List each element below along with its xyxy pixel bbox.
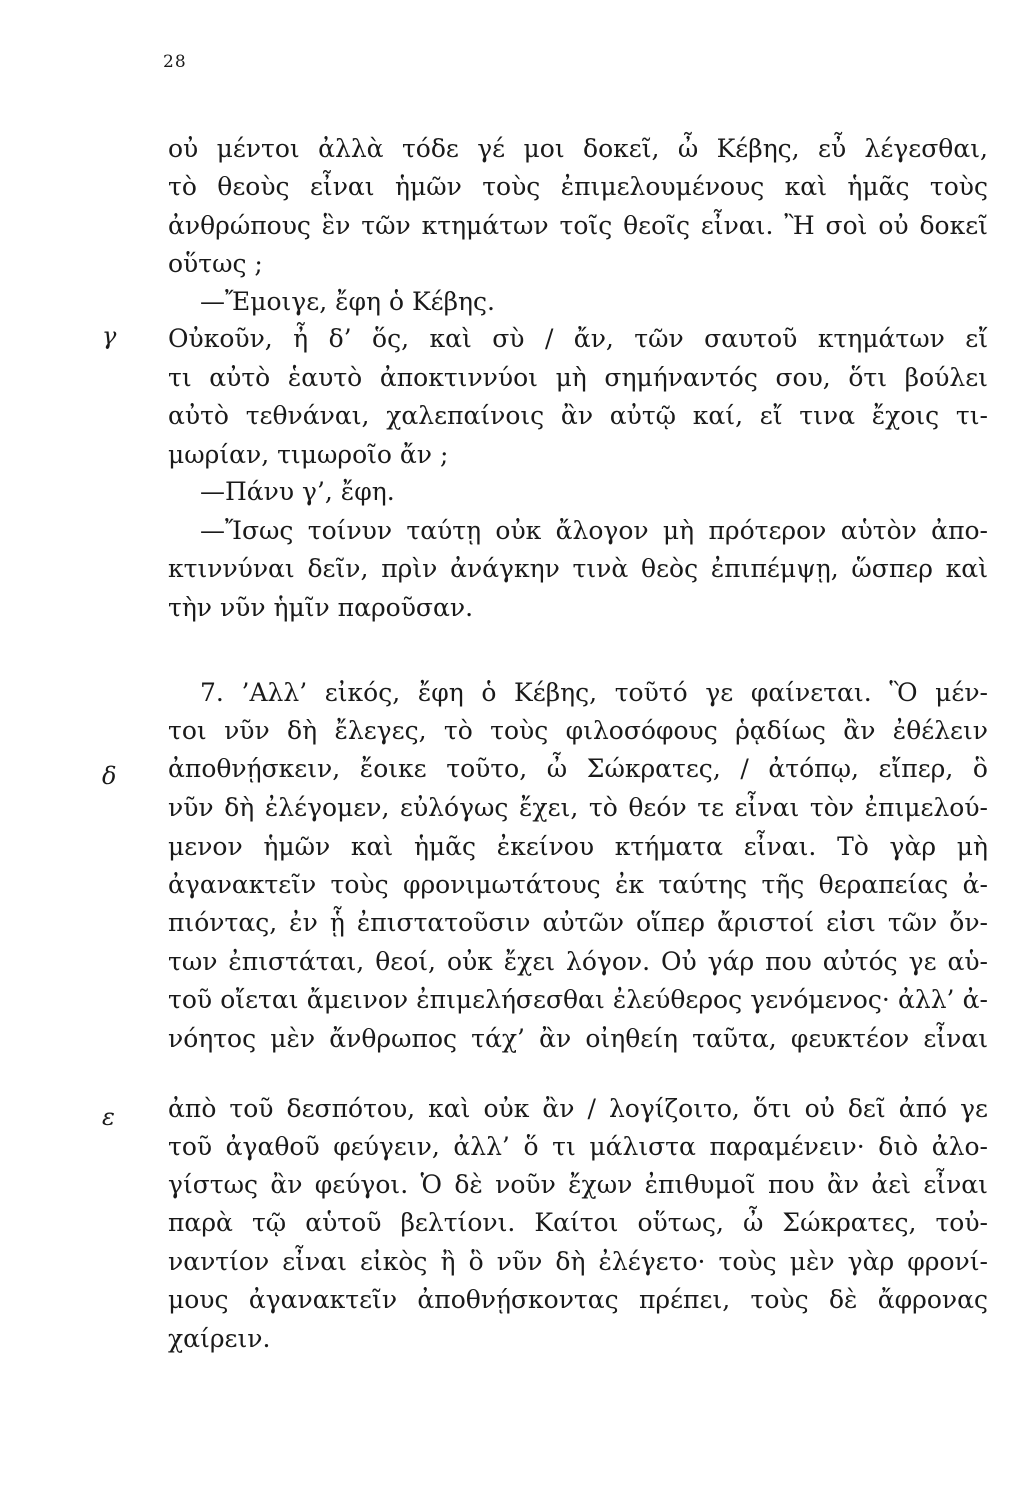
text-line: πιόντας, ἐν ᾗ ἐπιστατοῦσιν αὐτῶν οἵπερ ἄριστοί εἰσι τῶν ὄν- [168,908,988,937]
text-line: τοι νῦν δὴ ἔλεγες, τὸ τοὺς φιλοσόφους ῥᾳδίως ἂν ἐθέλειν [168,716,988,745]
text-line: νόητος μὲν ἄνθρωπος τάχ’ ἂν οἰηθείη ταῦτα, φευκτέον εἶναι [168,1024,988,1053]
text-line: τι αὐτὸ ἑαυτὸ ἀποκτιννύοι μὴ σημήναντός σου, ὅτι βούλει [168,363,988,392]
text-line: μωρίαν, τιμωροῖο ἄν ; [168,440,449,469]
text-line: —Πάνυ γ’, ἔφη. [200,477,395,506]
text-line: ἀγανακτεῖν τοὺς φρονιμωτάτους ἐκ ταύτης τῆς θεραπείας ἀ- [168,870,988,899]
margin-letter-delta: δ [102,762,117,790]
text-line: —Ἴσως τοίνυν ταύτῃ οὐκ ἄλογον μὴ πρότερον αὑτὸν ἀπο- [200,516,988,545]
text-line: ναντίον εἶναι εἰκὸς ἢ ὃ νῦν δὴ ἐλέγετο· τοὺς μὲν γὰρ φρονί- [168,1247,988,1276]
text-line: —Ἔμοιγε, ἔφη ὁ Κέβης. [200,287,495,316]
text-line: τοῦ οἴεται ἄμεινον ἐπιμελήσεσθαι ἐλεύθερος γενόμενος· ἀλλ’ ἀ- [168,985,988,1014]
text-line: ἀποθνῄσκειν, ἔοικε τοῦτο, ὦ Σώκρατες, / ἀτόπῳ, εἴπερ, ὃ [168,754,988,783]
text-line: κτιννύναι δεῖν, πρὶν ἀνάγκην τινὰ θεὸς ἐπιπέμψῃ, ὥσπερ καὶ [168,554,988,583]
text-line: ἀνθρώπους ἓν τῶν κτημάτων τοῖς θεοῖς εἶναι. Ἢ σοὶ οὐ δοκεῖ [168,211,988,240]
text-line: μενον ἡμῶν καὶ ἡμᾶς ἐκείνου κτήματα εἶναι. Τὸ γὰρ μὴ [168,832,988,861]
text-line: 7. ’Αλλ’ εἰκός, ἔφη ὁ Κέβης, τοῦτό γε φαίνεται. Ὃ μέν- [200,678,988,707]
text-line: των ἐπιστάται, θεοί, οὐκ ἔχει λόγον. Οὐ γάρ που αὐτός γε αὑ- [168,947,988,976]
text-line: μους ἀγανακτεῖν ἀποθνῄσκοντας πρέπει, τοὺς δὲ ἄφρονας [168,1285,988,1314]
text-line: οὐ μέντοι ἀλλὰ τόδε γέ μοι δοκεῖ, ὦ Κέβης, εὖ λέγεσθαι, [168,134,988,163]
page-number: 28 [163,52,187,72]
text-line: γίστως ἂν φεύγοι. Ὁ δὲ νοῦν ἔχων ἐπιθυμοῖ που ἂν ἀεὶ εἶναι [168,1170,988,1199]
text-line: αὐτὸ τεθνάναι, χαλεπαίνοις ἂν αὐτῷ καί, εἴ τινα ἔχοις τι- [168,401,988,430]
text-line: Οὐκοῦν, ἦ δ’ ὅς, καὶ σὺ / ἄν, τῶν σαυτοῦ κτημάτων εἴ [168,324,988,353]
text-line: χαίρειν. [168,1324,271,1353]
text-line: τοῦ ἀγαθοῦ φεύγειν, ἀλλ’ ὅ τι μάλιστα παραμένειν· διὸ ἀλο- [168,1132,988,1161]
text-line: παρὰ τῷ αὑτοῦ βελτίονι. Καίτοι οὕτως, ὦ Σώκρατες, τοὐ- [168,1208,988,1237]
text-line: τὴν νῦν ἡμῖν παροῦσαν. [168,593,474,622]
text-line: τὸ θεοὺς εἶναι ἡμῶν τοὺς ἐπιμελουμένους καὶ ἡμᾶς τοὺς [168,172,988,201]
text-line: ἀπὸ τοῦ δεσπότου, καὶ οὐκ ἂν / λογίζοιτο, ὅτι οὐ δεῖ ἀπό γε [168,1094,988,1123]
margin-letter-gamma: γ [102,322,117,350]
text-line: νῦν δὴ ἐλέγομεν, εὐλόγως ἔχει, τὸ θεόν τε εἶναι τὸν ἐπιμελού- [168,793,988,822]
margin-letter-epsilon: ε [102,1103,115,1131]
text-line: οὕτως ; [168,249,263,278]
